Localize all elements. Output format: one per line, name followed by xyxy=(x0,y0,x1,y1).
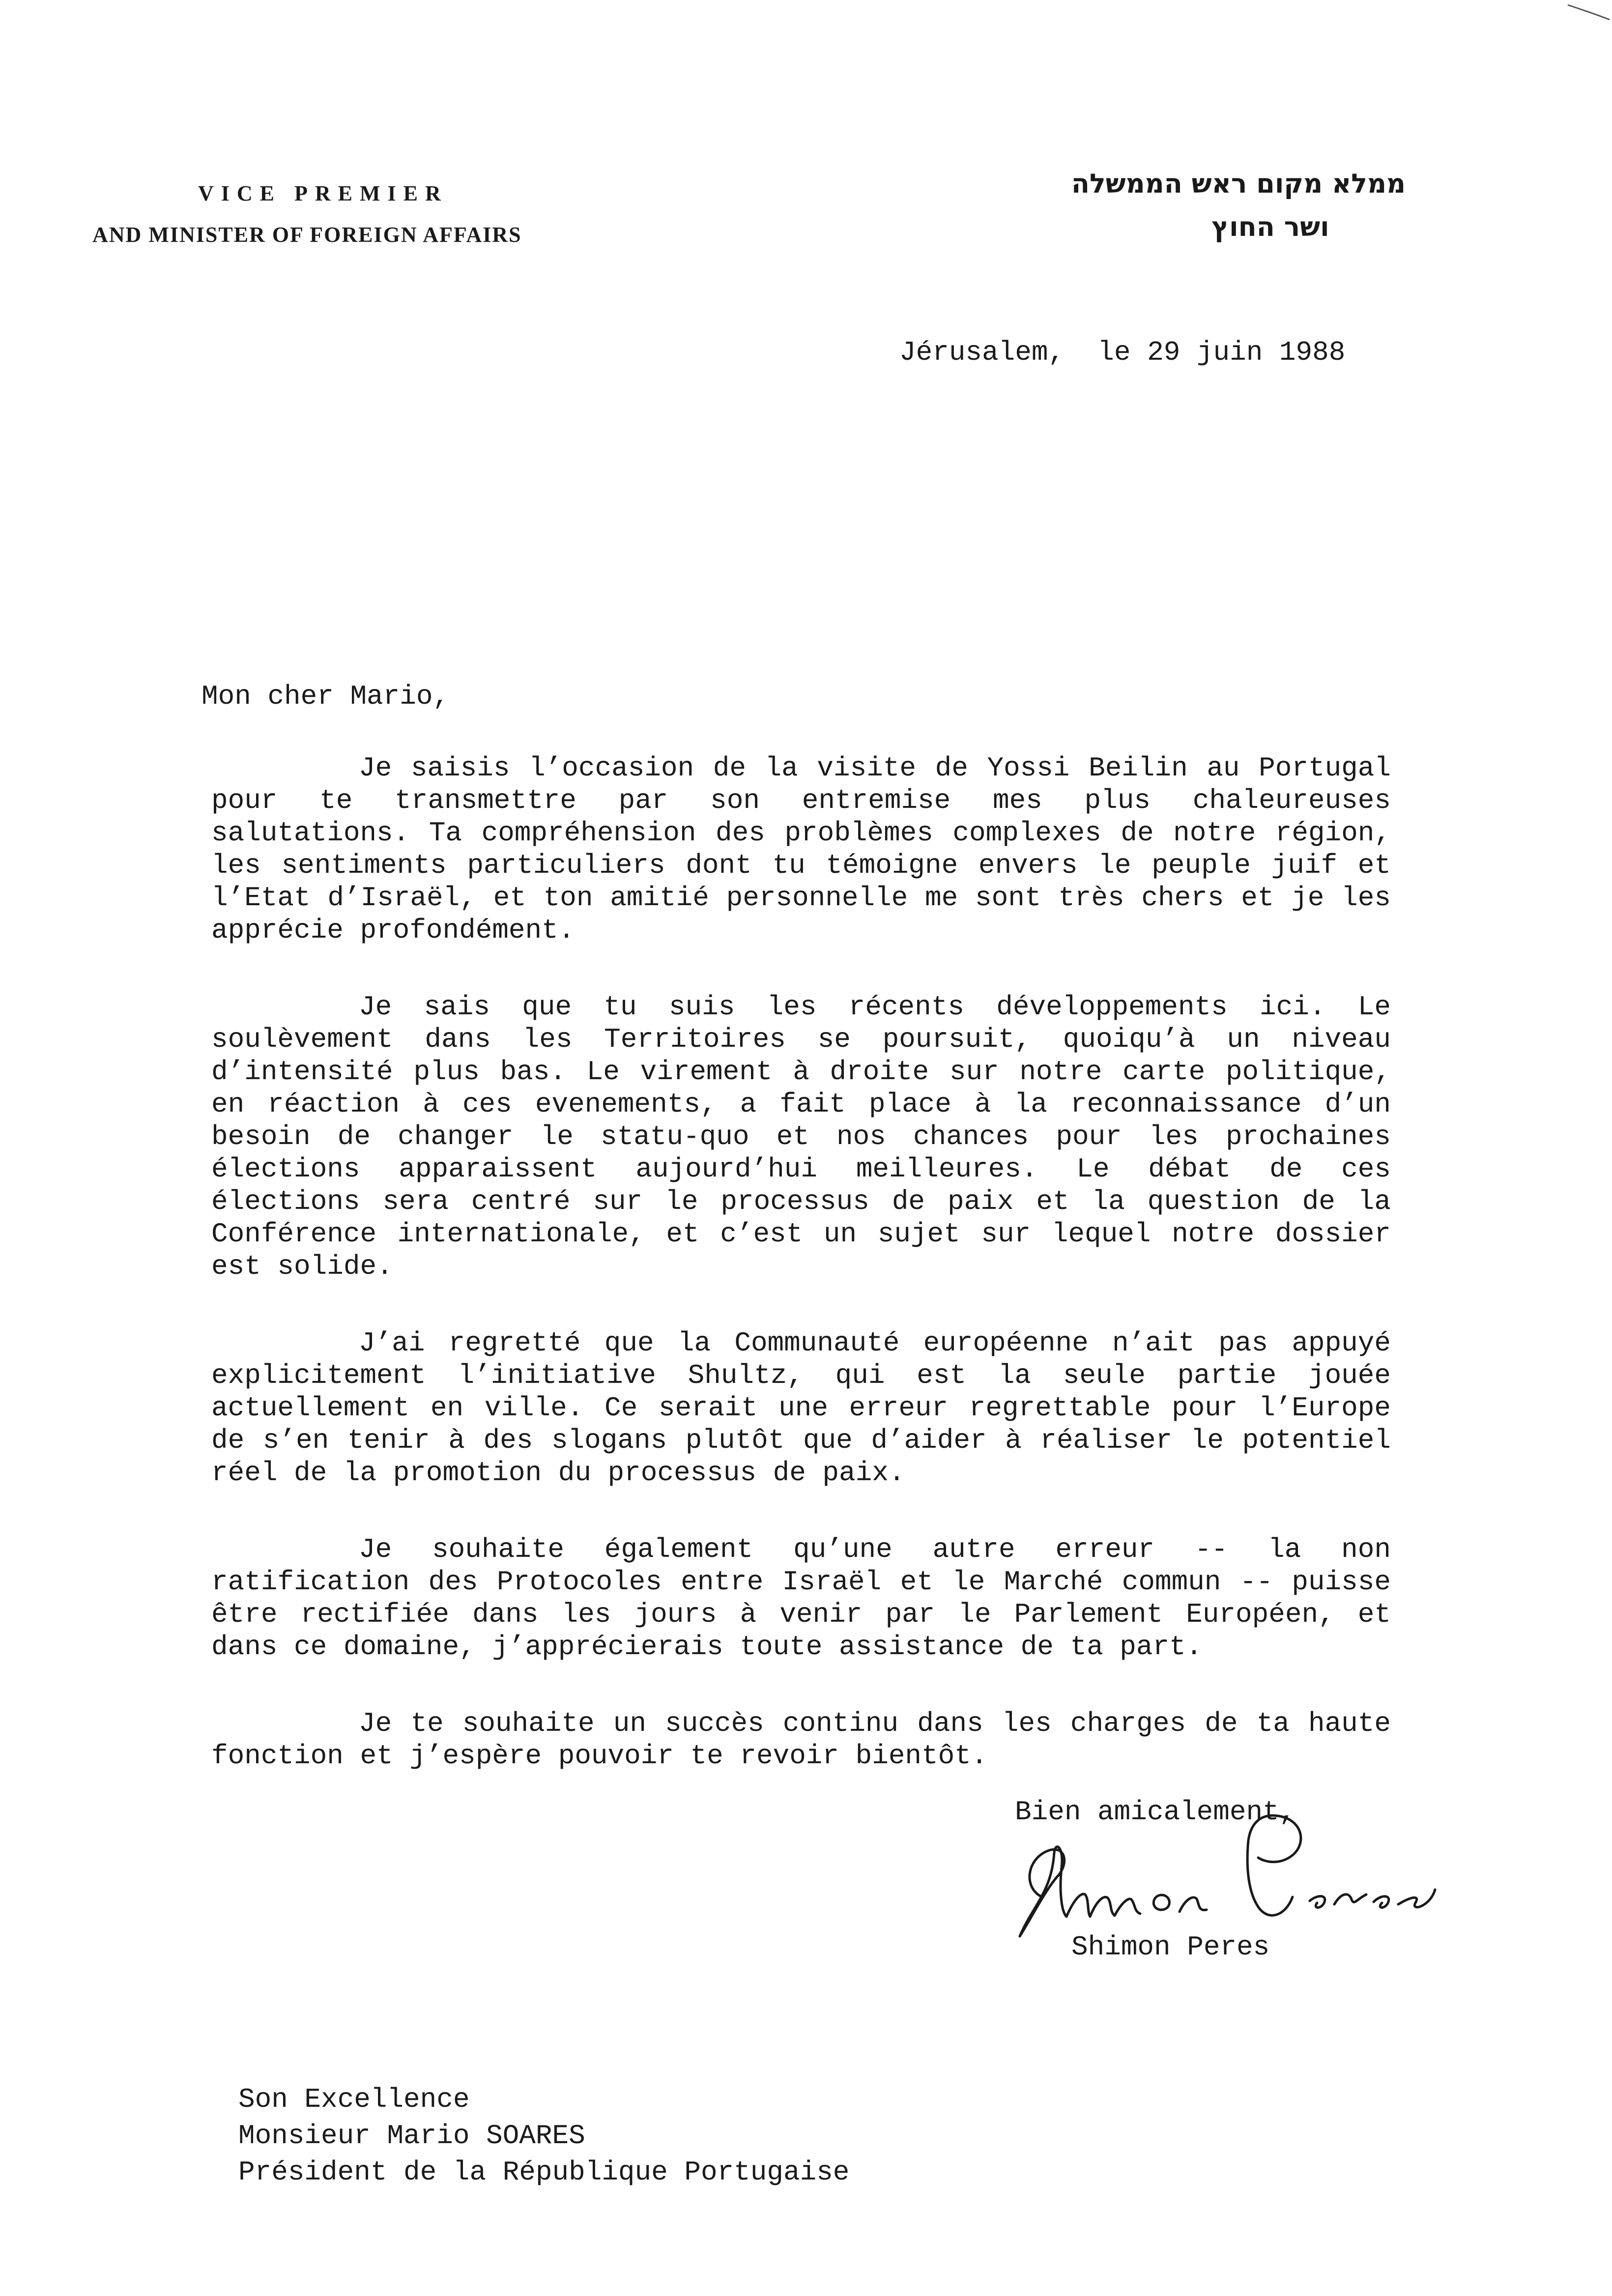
body-paragraph-4: Je souhaite également qu’une autre erreur -- la non ratification des Protocoles entre Israël et le Marché commun -- puisse être rectifiée dans les jours à venir par le Parlement Européen, et dans ce domaine, j’apprécierais toute assistance de ta part. xyxy=(211,1534,1391,1663)
letter-body xyxy=(211,752,1391,1772)
letterhead-english xyxy=(92,173,584,256)
addressee-line-2: Monsieur Mario SOARES xyxy=(238,2120,585,2152)
addressee-block xyxy=(238,2081,849,2190)
salutation: Mon cher Mario, xyxy=(202,681,450,712)
body-paragraph-5: Je te souhaite un succès continu dans les charges de ta haute fonction et j’espère pouvoir te revoir bientôt. xyxy=(211,1708,1391,1772)
body-paragraph-3: J’ai regretté que la Communauté européenne n’ait pas appuyé explicitement l’initiative Shultz, qui est la seule partie jouée actuellement en ville. Ce serait une erreur regrettable pour l’Europe de s’en tenir à des slogans plutôt que d’aider à réaliser le potentiel réel de la promotion du processus de paix. xyxy=(211,1327,1391,1489)
addressee-line-3: Président de la République Portugaise xyxy=(238,2156,850,2188)
letterhead-hebrew-line2: ושר החוץ xyxy=(1211,211,1329,242)
signer-name: Shimon Peres xyxy=(1071,1931,1270,1963)
body-paragraph-1: Je saisis l’occasion de la visite de Yossi Beilin au Portugal pour te transmettre par son entremise mes plus chaleureuses salutations. Ta compréhension des problèmes complexes de notre région, les sentiments particuliers dont tu témoigne envers le peuple juif et l’Etat d’Israël, et ton amitié personnelle me sont très chers et je les apprécie profondément. xyxy=(211,752,1391,946)
letterhead-hebrew xyxy=(1066,162,1410,249)
handwritten-signature-icon xyxy=(1003,1794,1445,1951)
body-paragraph-2: Je sais que tu suis les récents développements ici. Le soulèvement dans les Territoires se poursuit, quoiqu’à un niveau d’intensité plus bas. Le virement à droite sur notre carte politique, en réaction à ces evenements, a fait place à la reconnaissance d’un besoin de changer le statu-quo et nos chances pour les prochaines élections apparaissent aujourd’hui meilleures. Le débat de ces élections sera centré sur le processus de paix et la question de la Conférence internationale, et c’est un sujet sur lequel notre dossier est solide. xyxy=(211,991,1391,1282)
letterhead-title-line2: AND MINISTER OF FOREIGN AFFAIRS xyxy=(92,223,522,247)
letterhead-hebrew-line1: ממלא מקום ראש הממשלה xyxy=(1071,168,1406,199)
closing-line: Bien amicalement, xyxy=(1015,1796,1296,1828)
scan-artifact-mark xyxy=(1563,0,1612,29)
addressee-line-1: Son Excellence xyxy=(238,2084,470,2115)
letterhead-title-line1: VICE PREMIER xyxy=(198,181,448,205)
letter-date: Jérusalem, le 29 juin 1988 xyxy=(899,337,1346,368)
